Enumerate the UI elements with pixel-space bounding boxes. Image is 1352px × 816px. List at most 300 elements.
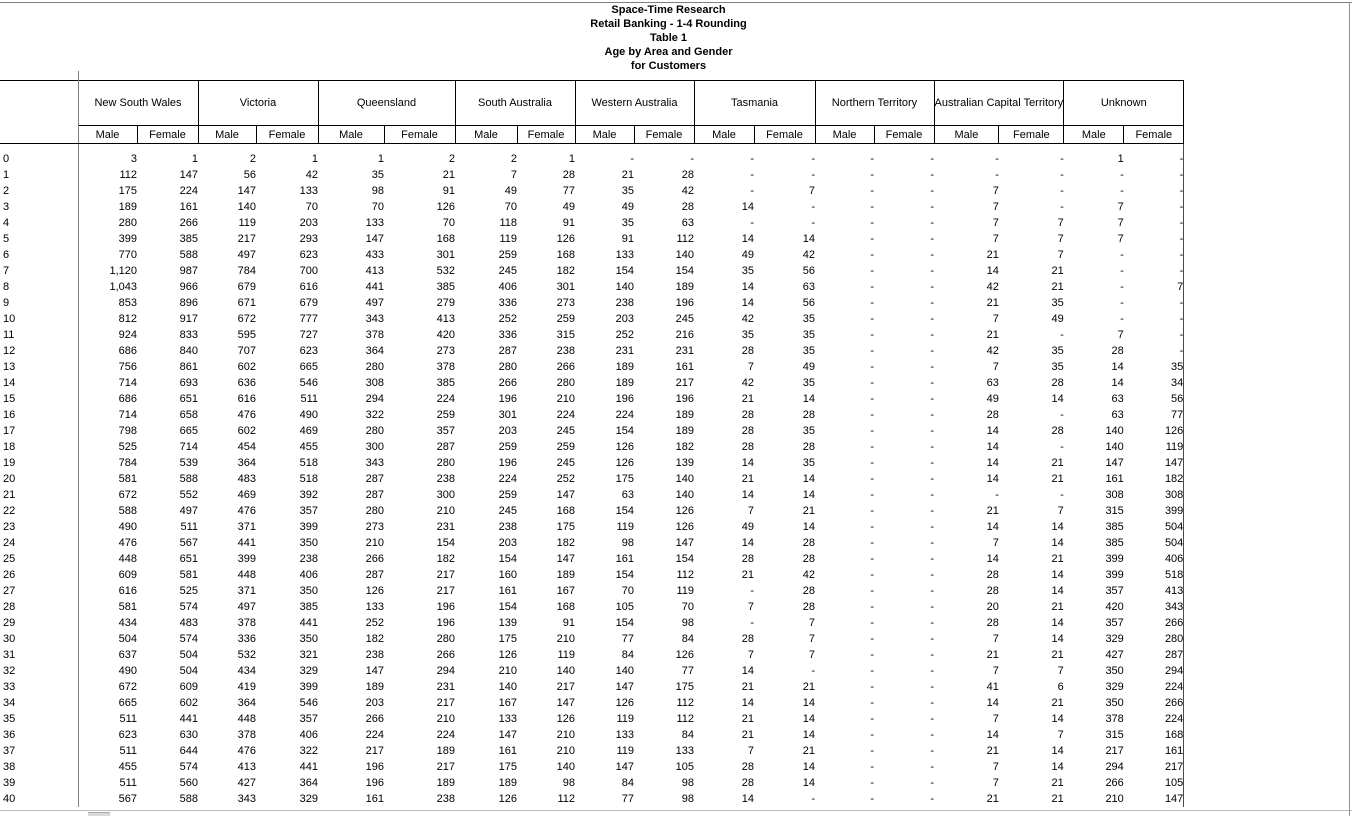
- data-cell: -: [870, 441, 874, 453]
- data-cell: 189: [365, 681, 384, 693]
- data-cell: 56: [243, 169, 256, 181]
- data-cell: -: [811, 793, 815, 805]
- data-cell: 259: [498, 441, 517, 453]
- row-age-label: 24: [0, 535, 78, 551]
- data-cell: -: [1124, 215, 1184, 231]
- data-cell: 147: [675, 537, 694, 549]
- data-cell: 28: [802, 585, 815, 597]
- data-cell: 259: [498, 489, 517, 501]
- data-cell: 14: [741, 297, 754, 309]
- data-cell: 63: [802, 281, 815, 293]
- column-group-western-australia: Western Australia: [575, 81, 694, 126]
- data-cell: 14: [741, 233, 754, 245]
- data-cell: 7: [992, 361, 999, 373]
- data-cell: 217: [436, 585, 455, 597]
- data-cell: 161: [365, 793, 384, 805]
- data-cell: 714: [118, 377, 137, 389]
- data-cell: 7: [1117, 233, 1124, 245]
- data-cell: 861: [179, 361, 198, 373]
- data-cell: 595: [237, 329, 256, 341]
- row-age-label: 28: [0, 599, 78, 615]
- column-group-unknown: Unknown: [1064, 81, 1184, 126]
- data-cell: 28: [986, 617, 999, 629]
- data-cell: 574: [179, 601, 198, 613]
- data-cell: 511: [119, 713, 137, 725]
- data-cell: 126: [615, 697, 634, 709]
- data-cell: 161: [1105, 473, 1124, 485]
- data-cell: 280: [436, 457, 455, 469]
- subheader-female: Female: [874, 126, 934, 144]
- data-cell: 287: [498, 345, 517, 357]
- data-cell: -: [1124, 167, 1184, 183]
- data-cell: 217: [237, 233, 256, 245]
- data-cell: -: [750, 185, 754, 197]
- data-cell: 167: [556, 585, 575, 597]
- data-cell: 280: [365, 425, 384, 437]
- data-cell: 322: [365, 409, 384, 421]
- table-row: [0, 311, 1184, 327]
- window-right-edge: [1349, 2, 1350, 816]
- data-cell: -: [870, 569, 874, 581]
- table-row: [0, 295, 1184, 311]
- data-cell: 161: [498, 745, 517, 757]
- data-cell: 161: [498, 585, 517, 597]
- data-cell: 798: [118, 425, 137, 437]
- data-cell: 203: [299, 217, 318, 229]
- data-cell: 1: [191, 153, 198, 165]
- data-cell: 483: [179, 617, 198, 629]
- subheader-female: Female: [256, 126, 318, 144]
- data-cell: 679: [237, 281, 256, 293]
- data-cell: 126: [365, 585, 384, 597]
- row-age-label: 36: [0, 727, 78, 743]
- data-cell: 126: [1124, 423, 1184, 439]
- data-cell: 42: [681, 185, 694, 197]
- table-row: [0, 167, 1184, 183]
- data-cell: 672: [118, 681, 137, 693]
- data-cell: 476: [237, 505, 256, 517]
- data-cell: 14: [741, 665, 754, 677]
- data-cell: -: [930, 265, 934, 277]
- table-row: [0, 791, 1184, 807]
- data-cell: 14: [1111, 361, 1124, 373]
- data-cell: 28: [741, 633, 754, 645]
- data-cell: -: [870, 313, 874, 325]
- data-cell: 217: [1124, 759, 1184, 775]
- data-cell: 504: [179, 665, 198, 677]
- data-cell: 140: [675, 473, 694, 485]
- data-cell: 49: [621, 201, 634, 213]
- data-cell: -: [930, 217, 934, 229]
- data-cell: 14: [802, 489, 815, 501]
- data-cell: -: [930, 697, 934, 709]
- data-cell: 98: [681, 793, 694, 805]
- data-cell: 98: [681, 777, 694, 789]
- data-cell: 322: [299, 745, 318, 757]
- data-cell: 154: [615, 569, 634, 581]
- table-row: [0, 455, 1184, 471]
- data-cell: 266: [365, 713, 384, 725]
- data-cell: 34: [1124, 375, 1184, 391]
- data-cell: 147: [498, 729, 517, 741]
- data-cell: 21: [986, 649, 999, 661]
- data-cell: 21: [986, 297, 999, 309]
- data-cell: 35: [741, 329, 754, 341]
- data-cell: 154: [615, 425, 634, 437]
- data-cell: 154: [675, 265, 694, 277]
- data-cell: 714: [118, 409, 137, 421]
- table-row: [0, 535, 1184, 551]
- data-cell: 77: [562, 185, 575, 197]
- data-cell: 126: [556, 713, 575, 725]
- table-row: [0, 759, 1184, 775]
- data-cell: -: [870, 377, 874, 389]
- data-cell: 658: [179, 409, 198, 421]
- data-cell: 42: [802, 569, 815, 581]
- data-cell: 497: [179, 505, 198, 517]
- data-cell: 497: [365, 297, 384, 309]
- data-cell: 490: [118, 665, 137, 677]
- subheader-male: Male: [1064, 126, 1124, 144]
- data-cell: 350: [299, 537, 318, 549]
- data-cell: 7: [1117, 201, 1124, 213]
- data-cell: 7: [992, 233, 999, 245]
- data-cell: 413: [365, 265, 384, 277]
- data-cell: -: [930, 665, 934, 677]
- data-cell: 364: [237, 457, 256, 469]
- data-cell: -: [1060, 201, 1064, 213]
- data-cell: 581: [179, 569, 198, 581]
- data-cell: 1,120: [109, 265, 137, 277]
- data-cell: 483: [237, 473, 256, 485]
- data-cell: 98: [621, 537, 634, 549]
- data-cell: 588: [179, 473, 198, 485]
- data-cell: 7: [992, 665, 999, 677]
- data-cell: 196: [365, 777, 384, 789]
- data-cell: 154: [615, 617, 634, 629]
- table-row: [0, 359, 1184, 375]
- data-cell: 210: [365, 537, 384, 549]
- table-row: [0, 407, 1184, 423]
- data-cell: 224: [556, 409, 575, 421]
- data-cell: 434: [118, 617, 137, 629]
- data-cell: 301: [498, 409, 517, 421]
- data-cell: 7: [808, 185, 815, 197]
- table-row: [0, 631, 1184, 647]
- data-cell: 14: [802, 393, 815, 405]
- data-cell: 574: [179, 633, 198, 645]
- data-cell: 196: [498, 393, 517, 405]
- title-line-table-number: Table 1: [649, 32, 688, 44]
- data-cell: 14: [802, 233, 815, 245]
- row-age-label: 31: [0, 647, 78, 663]
- data-cell: 28: [741, 409, 754, 421]
- data-cell: 119: [616, 713, 634, 725]
- data-cell: -: [1120, 265, 1124, 277]
- data-cell: -: [870, 409, 874, 421]
- data-cell: 14: [986, 457, 999, 469]
- data-cell: 140: [615, 665, 634, 677]
- data-cell: -: [870, 425, 874, 437]
- data-cell: 77: [621, 793, 634, 805]
- data-cell: 546: [299, 377, 318, 389]
- table-row: [0, 215, 1184, 231]
- data-cell: 7: [1057, 729, 1064, 741]
- data-cell: 616: [118, 585, 137, 597]
- data-cell: 35: [802, 329, 815, 341]
- data-cell: 413: [436, 313, 455, 325]
- data-cell: 1,043: [109, 281, 137, 293]
- data-cell: 14: [986, 697, 999, 709]
- data-cell: 581: [118, 473, 137, 485]
- data-cell: -: [870, 249, 874, 261]
- data-cell: 133: [615, 729, 634, 741]
- data-cell: 21: [741, 729, 754, 741]
- data-cell: 7: [747, 361, 754, 373]
- data-cell: 441: [299, 761, 318, 773]
- data-cell: -: [1124, 327, 1184, 343]
- data-cell: 266: [1124, 615, 1184, 631]
- data-cell: 665: [118, 697, 137, 709]
- data-cell: 350: [299, 633, 318, 645]
- data-cell: 637: [118, 649, 137, 661]
- data-cell: 161: [675, 361, 694, 373]
- data-cell: 14: [1051, 537, 1064, 549]
- data-cell: -: [1060, 153, 1064, 165]
- data-cell: 70: [371, 201, 384, 213]
- row-age-label: 10: [0, 311, 78, 327]
- data-cell: 70: [504, 201, 517, 213]
- data-cell: -: [930, 281, 934, 293]
- data-cell: 105: [615, 601, 634, 613]
- row-age-label: 21: [0, 487, 78, 503]
- data-cell: 896: [179, 297, 198, 309]
- data-cell: 336: [498, 329, 517, 341]
- data-cell: 14: [741, 793, 754, 805]
- data-cell: -: [870, 473, 874, 485]
- data-cell: 140: [615, 281, 634, 293]
- data-cell: 210: [556, 633, 575, 645]
- data-cell: -: [930, 569, 934, 581]
- data-cell: 126: [675, 505, 694, 517]
- data-cell: 189: [436, 745, 455, 757]
- data-cell: 966: [179, 281, 198, 293]
- row-age-label: 30: [0, 631, 78, 647]
- data-cell: 567: [118, 793, 137, 805]
- data-cell: 196: [365, 761, 384, 773]
- data-cell: 399: [299, 681, 318, 693]
- data-cell: 300: [436, 489, 455, 501]
- data-cell: 301: [556, 281, 575, 293]
- data-cell: 189: [498, 777, 517, 789]
- data-cell: 196: [436, 601, 455, 613]
- data-cell: 119: [616, 521, 634, 533]
- table-row: [0, 231, 1184, 247]
- data-cell: 168: [556, 249, 575, 261]
- data-cell: 245: [556, 425, 575, 437]
- data-cell: -: [930, 521, 934, 533]
- pane-divider: [78, 71, 79, 80]
- data-cell: -: [1120, 313, 1124, 325]
- data-cell: 224: [1124, 679, 1184, 695]
- data-cell: 350: [299, 585, 318, 597]
- data-cell: 238: [365, 649, 384, 661]
- data-cell: 147: [365, 233, 384, 245]
- data-cell: 119: [238, 217, 256, 229]
- data-cell: 14: [802, 713, 815, 725]
- data-cell: 119: [676, 585, 694, 597]
- data-cell: -: [870, 361, 874, 373]
- data-cell: 441: [179, 713, 198, 725]
- data-cell: 616: [299, 281, 318, 293]
- data-cell: -: [930, 601, 934, 613]
- row-age-label: 6: [0, 247, 78, 263]
- data-cell: -: [870, 793, 874, 805]
- data-cell: 133: [498, 713, 517, 725]
- subheader-female: Female: [1124, 126, 1184, 144]
- data-cell: 126: [675, 521, 694, 533]
- data-cell: 350: [1105, 697, 1124, 709]
- data-cell: 21: [802, 681, 815, 693]
- data-cell: 7: [992, 185, 999, 197]
- data-cell: 454: [237, 441, 256, 453]
- data-cell: 203: [498, 537, 517, 549]
- data-cell: 279: [436, 297, 455, 309]
- data-cell: 210: [1105, 793, 1124, 805]
- data-cell: 441: [299, 617, 318, 629]
- data-cell: 196: [498, 457, 517, 469]
- data-cell: -: [870, 489, 874, 501]
- data-cell: -: [1124, 247, 1184, 263]
- data-cell: 672: [118, 489, 137, 501]
- data-cell: 399: [1124, 503, 1184, 519]
- data-cell: 28: [802, 441, 815, 453]
- data-cell: 126: [615, 441, 634, 453]
- data-cell: 231: [436, 681, 455, 693]
- data-cell: 14: [802, 473, 815, 485]
- data-cell: -: [870, 585, 874, 597]
- data-cell: 28: [802, 553, 815, 565]
- data-cell: 189: [615, 361, 634, 373]
- data-cell: -: [930, 681, 934, 693]
- scrollbar-thumb[interactable]: [88, 812, 110, 816]
- data-cell: 21: [802, 745, 815, 757]
- data-cell: 154: [498, 553, 517, 565]
- column-group-northern-territory: Northern Territory: [815, 81, 934, 126]
- data-cell: 28: [681, 169, 694, 181]
- data-cell: 154: [498, 601, 517, 613]
- data-cell: 987: [179, 265, 198, 277]
- data-cell: 28: [1051, 377, 1064, 389]
- data-cell: 7: [808, 633, 815, 645]
- data-cell: 224: [179, 185, 198, 197]
- data-cell: 112: [557, 793, 575, 805]
- table-row: [0, 391, 1184, 407]
- data-cell: 7: [1124, 279, 1184, 295]
- data-cell: -: [930, 361, 934, 373]
- data-cell: 14: [1051, 585, 1064, 597]
- data-cell: 14: [802, 521, 815, 533]
- table-row: [0, 199, 1184, 215]
- data-cell: -: [870, 553, 874, 565]
- data-cell: 147: [556, 697, 575, 709]
- data-cell: -: [1124, 311, 1184, 327]
- data-cell: -: [750, 153, 754, 165]
- data-cell: -: [930, 729, 934, 741]
- data-cell: 301: [436, 249, 455, 261]
- data-cell: 154: [436, 537, 455, 549]
- row-age-label: 1: [0, 167, 78, 183]
- column-group-tasmania: Tasmania: [694, 81, 815, 126]
- data-cell: 364: [237, 697, 256, 709]
- data-cell: 14: [986, 265, 999, 277]
- data-cell: 245: [498, 505, 517, 517]
- data-cell: 623: [299, 345, 318, 357]
- data-cell: 63: [1111, 409, 1124, 421]
- data-cell: 315: [1105, 729, 1124, 741]
- data-cell: 357: [1105, 585, 1124, 597]
- data-cell: 35: [802, 457, 815, 469]
- data-cell: 203: [498, 425, 517, 437]
- data-cell: 315: [1105, 505, 1124, 517]
- subheader-female: Female: [137, 126, 198, 144]
- data-cell: 700: [299, 265, 318, 277]
- data-cell: 133: [365, 601, 384, 613]
- subheader-male: Male: [455, 126, 517, 144]
- data-cell: 175: [675, 681, 694, 693]
- data-cell: 140: [556, 665, 575, 677]
- data-cell: 294: [1105, 761, 1124, 773]
- data-cell: 259: [556, 441, 575, 453]
- data-cell: -: [870, 521, 874, 533]
- data-cell: -: [870, 537, 874, 549]
- data-cell: 147: [1105, 457, 1124, 469]
- data-cell: 21: [986, 745, 999, 757]
- row-age-label: 9: [0, 295, 78, 311]
- data-cell: 441: [365, 281, 384, 293]
- data-cell: 385: [1105, 521, 1124, 533]
- data-cell: 357: [436, 425, 455, 437]
- data-cell: 448: [237, 713, 256, 725]
- data-cell: 21: [741, 473, 754, 485]
- data-cell: 168: [556, 505, 575, 517]
- data-cell: -: [870, 777, 874, 789]
- table-row: [0, 599, 1184, 615]
- data-cell: -: [930, 489, 934, 501]
- data-cell: 35: [621, 185, 634, 197]
- data-cell: -: [1124, 231, 1184, 247]
- data-cell: -: [1124, 183, 1184, 199]
- data-cell: 840: [179, 345, 198, 357]
- data-cell: -: [930, 617, 934, 629]
- data-cell: 525: [118, 441, 137, 453]
- data-cell: 406: [1124, 551, 1184, 567]
- data-cell: -: [930, 169, 934, 181]
- data-cell: 35: [1051, 345, 1064, 357]
- data-cell: 56: [1124, 391, 1184, 407]
- data-cell: -: [995, 153, 999, 165]
- data-cell: -: [870, 681, 874, 693]
- data-cell: 518: [299, 473, 318, 485]
- data-cell: 539: [179, 457, 198, 469]
- data-cell: 28: [741, 441, 754, 453]
- data-cell: 133: [365, 217, 384, 229]
- data-cell: 567: [179, 537, 198, 549]
- data-cell: 420: [1105, 601, 1124, 613]
- data-cell: 532: [436, 265, 455, 277]
- data-cell: 238: [299, 553, 318, 565]
- data-cell: 21: [802, 505, 815, 517]
